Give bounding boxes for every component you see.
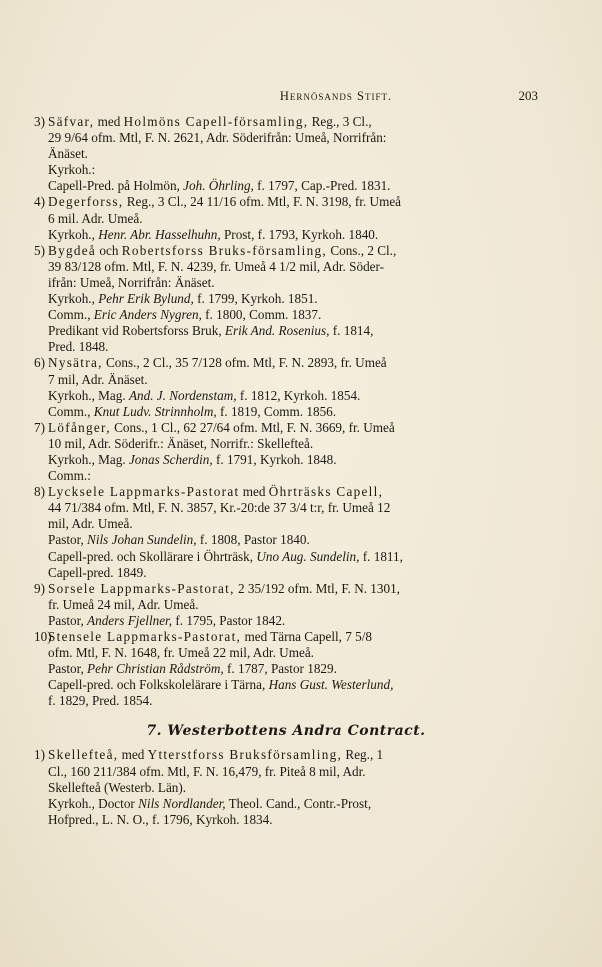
text-line [34,677,538,693]
line-text: Capell-pred. och Skollärare i Öhrträsk, [48,548,257,564]
parish-name: Löfånger, [48,419,111,435]
running-title: Hernösands Stift. [279,89,393,103]
text-line [34,549,538,565]
line-text: 7 mil, Adr. Änäset. [48,371,148,387]
line-text: Capell-Pred. på Holmön, [48,178,184,194]
line-text: ifrån: Umeå, Norrifrån: Änäset. [48,274,215,290]
line-text: f. 1795, Pastor 1842. [172,612,286,628]
line-text: 39 83/128 ofm. Mtl, F. N. 4239, fr. Umeå 4 1/2 mil, Adr. Söder- [48,258,385,274]
line-text: f. 1812, Kyrkoh. 1854. [236,387,361,403]
parish-name: Degerforss, [48,194,124,210]
text-line [34,796,538,812]
parish-name: Nysätra, [48,355,103,371]
line-text: Hofpred., L. N. O., f. 1796, Kyrkoh. 1834. [48,811,273,827]
line-text: f. 1808, Pastor 1840. [196,532,310,548]
text-line [34,372,538,388]
text-line [34,532,538,548]
parish-list [34,114,538,709]
entry-number: 8) [34,484,45,500]
line-text: f. 1814, [329,323,374,339]
line-text: Änäset. [48,146,88,162]
line-text: Kyrkoh., [48,226,99,242]
text-line [34,388,538,404]
line-text: med [94,114,124,129]
entry-number: 1) [34,747,45,763]
parish-name: Säfvar, [48,114,95,129]
line-text: f. 1800, Comm. 1837. [201,307,322,323]
text-line [34,764,538,780]
line-text: Pastor, [48,612,88,628]
entry-number: 10) [34,629,52,644]
line-text: f. 1787, Pastor 1829. [223,661,337,677]
line-text: Pastor, [48,661,88,677]
text-line [34,114,538,130]
page-number: 203 [518,88,538,103]
person-name: Pehr Erik Bylund, [98,291,194,307]
text-line [34,355,538,371]
line-text: Skellefteå (Westerb. Län). [48,779,187,795]
line-text: med [239,484,269,500]
person-name: Hans Gust. Westerlund, [268,677,394,693]
line-text: Cons., 2 Cl., 35 7/128 ofm. Mtl, F. N. 2893, fr. Umeå [102,355,387,371]
text-line [34,339,538,355]
entry-number: 3) [34,114,45,129]
text-line [34,146,538,162]
line-text: 44 71/384 ofm. Mtl, F. N. 3857, Kr.-20:de 37 3/4 t:r, fr. Umeå 12 [48,500,391,516]
person-name: Jonas Scherdin, [128,451,213,467]
line-text: Theol. Cand., Contr.-Prost, [225,795,372,811]
line-text: Capell-pred. och Folkskolelärare i Tärna, [48,677,269,693]
line-text: Reg., 3 Cl., [308,114,372,129]
text-line [34,661,538,677]
text-line [34,436,538,452]
entry-number: 5) [34,242,45,258]
person-name: Nils Johan Sundelin, [87,532,197,548]
text-line [34,780,538,796]
line-text: Kyrkoh., Mag. [48,451,129,467]
text-line [34,565,538,581]
person-name: Erik And. Rosenius, [224,323,330,339]
text-line [34,178,538,194]
line-text: Cons., 2 Cl., [327,242,397,258]
person-name: Joh. Öhrling, [183,178,254,194]
text-line [34,404,538,420]
parish-name: Lycksele Lappmarks-Pastorat [48,484,240,500]
line-text: f. 1811, [359,548,403,564]
person-name: Pehr Christian Rådström, [87,661,224,677]
text-line [34,130,538,146]
line-text: Cons., 1 Cl., 62 27/64 ofm. Mtl, F. N. 3669, fr. Umeå [110,419,395,435]
person-name: Anders Fjellner, [87,612,173,628]
parish-name: Bygdeå [48,242,97,258]
person-name: Eric Anders Nygren, [93,307,202,323]
line-text: mil, Adr. Umeå. [48,516,133,532]
line-text: f. 1791, Kyrkoh. 1848. [212,451,337,467]
line-text: f. 1797, Cap.-Pred. 1831. [253,178,391,194]
text-line [34,194,538,210]
line-text: Pastor, [48,532,88,548]
text-line [34,484,538,500]
text-line [34,243,538,259]
text-line [34,323,538,339]
line-text: 29 9/64 ofm. Mtl, F. N. 2621, Adr. Söderifrån: Umeå, Norrifrån: [48,130,387,146]
line-text: Kyrkoh., [48,291,99,307]
person-name: Nils Nordlander, [138,795,226,811]
person-name: Henr. Abr. Hasselhuhn, [98,226,221,242]
person-name: Knut Ludv. Strinnholm, [93,403,217,419]
text-line [34,500,538,516]
line-text: f. 1819, Comm. 1856. [216,403,337,419]
parish-name: Robertsforss Bruks-församling, [121,242,328,258]
line-text: Kyrkoh., Mag. [48,387,129,403]
page-header [34,88,538,110]
line-text: och [96,242,122,258]
line-text: med Tärna Capell, 7 5/8 [241,629,373,644]
text-line [34,613,538,629]
line-text: 10 mil, Adr. Söderifr.: Änäset, Norrifr.: Skellefteå. [48,435,314,451]
line-text: Comm.: [48,468,91,484]
line-text: Predikant vid Robertsforss Bruk, [48,323,225,339]
line-text: Capell-pred. 1849. [48,564,147,580]
line-text: Kyrkoh.: [48,162,96,178]
text-line [34,452,538,468]
text-line [34,693,538,709]
line-text: f. 1829, Pred. 1854. [48,693,153,709]
text-line [34,259,538,275]
text-line [34,211,538,227]
text-line [34,307,538,323]
text-line [34,468,538,484]
text-line [34,581,538,597]
section-heading: 7. Westerbottens Andra Contract. [146,723,426,740]
person-name: Uno Aug. Sundelin, [256,548,360,564]
entry-number: 7) [34,419,45,435]
line-text: Reg., 3 Cl., 24 11/16 ofm. Mtl, F. N. 3198, fr. Umeå [123,194,402,210]
line-text: 2 35/192 ofm. Mtl, F. N. 1301, [234,580,400,596]
line-text: 6 mil. Adr. Umeå. [48,210,143,226]
parish-name: Skellefteå, [48,747,119,763]
person-name: And. J. Nordenstam, [128,387,237,403]
line-text: Cl., 160 211/384 ofm. Mtl, F. N. 16,479, fr. Piteå 8 mil, Adr. [48,763,366,779]
entry-number: 6) [34,355,45,371]
parish-name: Sorsele Lappmarks-Pastorat, [48,580,235,596]
parish-name: Stensele Lappmarks-Pastorat, [48,629,242,644]
parish-list-contract-2 [34,747,538,827]
line-text: Reg., 1 [342,747,384,763]
text-line [34,420,538,436]
parish-name: Öhrträsks Capell, [268,484,384,500]
line-text: Comm., [48,307,94,323]
line-text: med [118,747,148,763]
line-text: fr. Umeå 24 mil, Adr. Umeå. [48,596,199,612]
text-line [34,629,538,645]
text-line [34,645,538,661]
text-line [34,812,538,828]
entry-number: 4) [34,194,45,210]
line-text: Comm., [48,403,94,419]
parish-name: Ytterstforss Bruksförsamling, [147,747,343,763]
text-line [34,516,538,532]
text-line [34,162,538,178]
line-text: ofm. Mtl, F. N. 1648, fr. Umeå 22 mil, Adr. Umeå. [48,645,314,661]
text-line [34,747,538,763]
text-line [34,275,538,291]
parish-name: Holmöns Capell-församling, [123,114,309,129]
line-text: f. 1799, Kyrkoh. 1851. [193,291,318,307]
line-text: Prost, f. 1793, Kyrkoh. 1840. [220,226,379,242]
text-line [34,227,538,243]
entry-number: 9) [34,580,45,596]
line-text: Kyrkoh., Doctor [48,795,139,811]
text-line [34,597,538,613]
text-line [34,291,538,307]
line-text: Pred. 1848. [48,339,109,355]
